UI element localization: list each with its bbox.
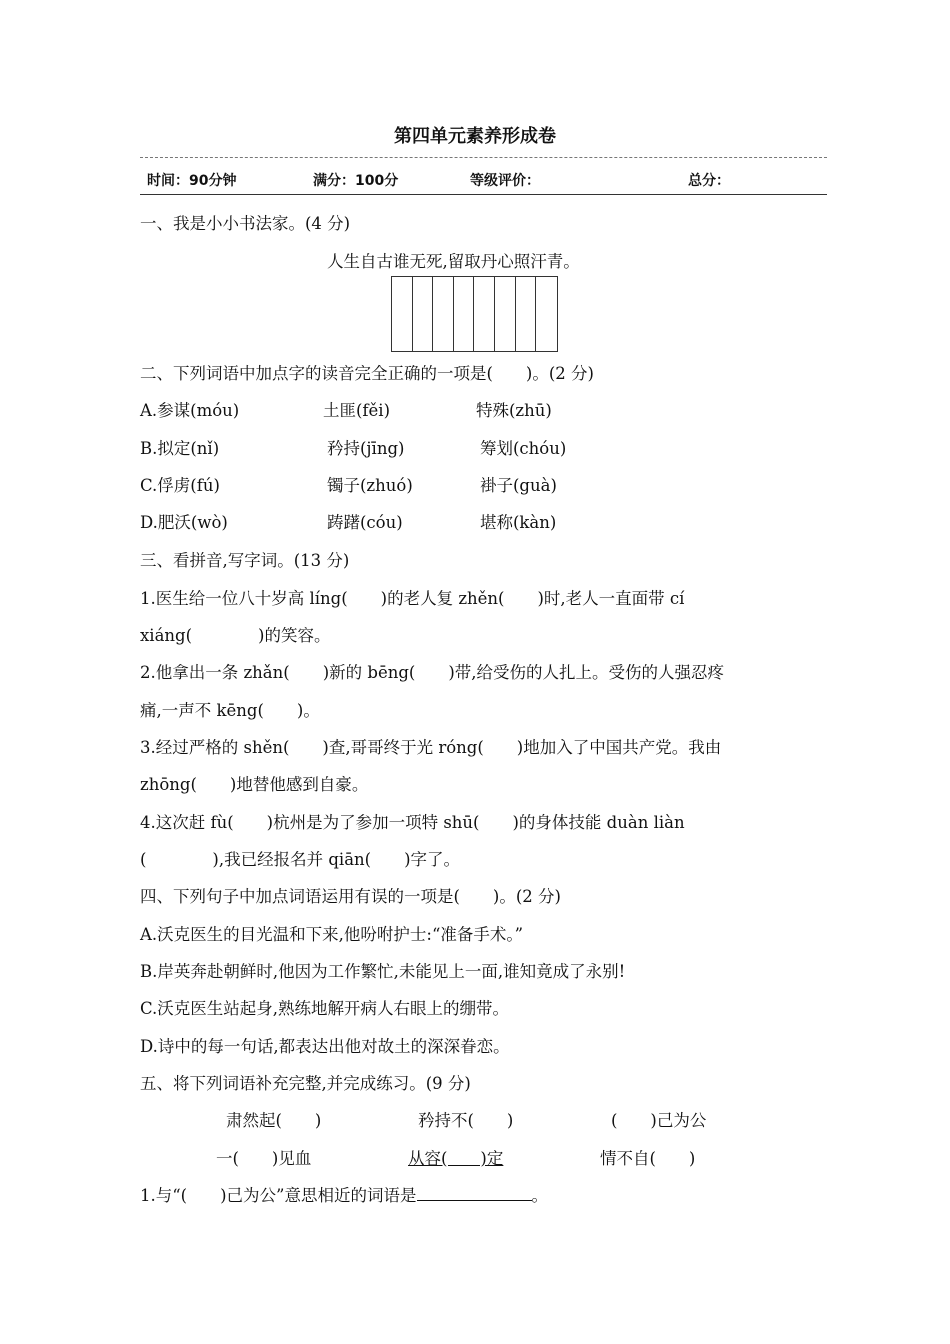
q4-option-b[interactable]: B.岸英奔赴朝鲜时,他因为工作繁忙,未能见上一面,谁知竟成了永别! [140, 962, 626, 981]
q3-line-5: 3.经过严格的 shěn( )查,哥哥终于光 róng( )地加入了中国共产党。我由 [140, 738, 722, 757]
q2-option-c-2: 镯子(zhuó) [327, 476, 413, 495]
grid-cell[interactable] [392, 277, 413, 351]
grid-cell[interactable] [516, 277, 537, 351]
q2-option-b-2: 矜持(jīng) [327, 439, 405, 458]
q5-word-3[interactable]: ( )己为公 [611, 1111, 707, 1130]
q4-option-d[interactable]: D.诗中的每一句话,都表达出他对故土的深深眷恋。 [140, 1037, 510, 1056]
grid-cell[interactable] [413, 277, 434, 351]
q4-option-c[interactable]: C.沃克医生站起身,熟练地解开病人右眼上的绷带。 [140, 999, 510, 1018]
q5-word-4[interactable]: 一( )见血 [216, 1149, 312, 1168]
info-grade: 等级评价： [470, 173, 540, 189]
q2-option-d-2: 踌躇(cóu) [327, 513, 403, 532]
q3-line-7: 4.这次赶 fù( )杭州是为了参加一项特 shū( )的身体技能 duàn liàn [140, 813, 685, 832]
question-1-heading: 一、我是小小书法家。(4 分) [140, 214, 351, 233]
q5-word-5[interactable]: 从容( )定 [408, 1149, 504, 1168]
question-2-heading: 二、下列词语中加点字的读音完全正确的一项是( )。(2 分) [140, 364, 594, 383]
grid-cell[interactable] [474, 277, 495, 351]
page-title: 第四单元素养形成卷 [394, 126, 556, 147]
q2-option-c-1[interactable]: C.俘虏(fú) [140, 476, 220, 495]
q5-word-6[interactable]: 情不自( ) [600, 1149, 696, 1168]
q5-sub1-suffix: 。 [531, 1186, 548, 1205]
info-time: 时间：90分钟 [147, 173, 237, 189]
q2-option-a-3: 特殊(zhū) [476, 401, 552, 420]
writing-grid[interactable] [391, 276, 558, 352]
question-3-heading: 三、看拼音,写字词。(13 分) [140, 551, 350, 570]
question-4-heading: 四、下列句子中加点词语运用有误的一项是( )。(2 分) [140, 887, 561, 906]
q3-line-3: 2.他拿出一条 zhǎn( )新的 bēng( )带,给受伤的人扎上。受伤的人强忍疼 [140, 663, 725, 682]
grid-cell[interactable] [454, 277, 475, 351]
grid-cell[interactable] [433, 277, 454, 351]
header-dashed-divider [140, 157, 827, 158]
q5-sub1-prefix: 1.与“( )己为公”意思相近的词语是 [140, 1186, 417, 1205]
q5-subquestion-1 [140, 1182, 548, 1206]
q4-option-a[interactable]: A.沃克医生的目光温和下来,他吩咐护士:“准备手术。” [140, 925, 524, 944]
q5-word-2[interactable]: 矜持不( ) [418, 1111, 514, 1130]
q3-line-1: 1.医生给一位八十岁高 líng( )的老人复 zhěn( )时,老人一直面带 cí [140, 589, 685, 608]
q3-line-4: 痛,一声不 kēng( )。 [140, 701, 320, 720]
grid-cell[interactable] [536, 277, 557, 351]
q3-line-2: xiáng( )的笑容。 [140, 626, 331, 645]
info-total: 总分： [688, 173, 730, 189]
q2-option-b-1[interactable]: B.拟定(nǐ) [140, 439, 220, 458]
answer-blank[interactable] [417, 1184, 532, 1201]
info-full-score: 满分：100分 [313, 173, 399, 189]
q3-line-8: ( ),我已经报名并 qiān( )字了。 [140, 850, 461, 869]
q2-option-a-2: 土匪(fěi) [323, 401, 391, 420]
q2-option-a-1[interactable]: A.参谋(móu) [140, 401, 240, 420]
header-solid-divider [140, 194, 827, 195]
grid-cell[interactable] [495, 277, 516, 351]
q2-option-c-3: 褂子(guà) [480, 476, 557, 495]
q2-option-d-1[interactable]: D.肥沃(wò) [140, 513, 228, 532]
q2-option-b-3: 筹划(chóu) [480, 439, 567, 458]
poem-line: 人生自古谁无死,留取丹心照汗青。 [327, 252, 580, 271]
q3-line-6: zhōng( )地替他感到自豪。 [140, 775, 369, 794]
q5-word-1[interactable]: 肃然起( ) [226, 1111, 322, 1130]
question-5-heading: 五、将下列词语补充完整,并完成练习。(9 分) [140, 1074, 471, 1093]
q2-option-d-3: 堪称(kàn) [480, 513, 557, 532]
